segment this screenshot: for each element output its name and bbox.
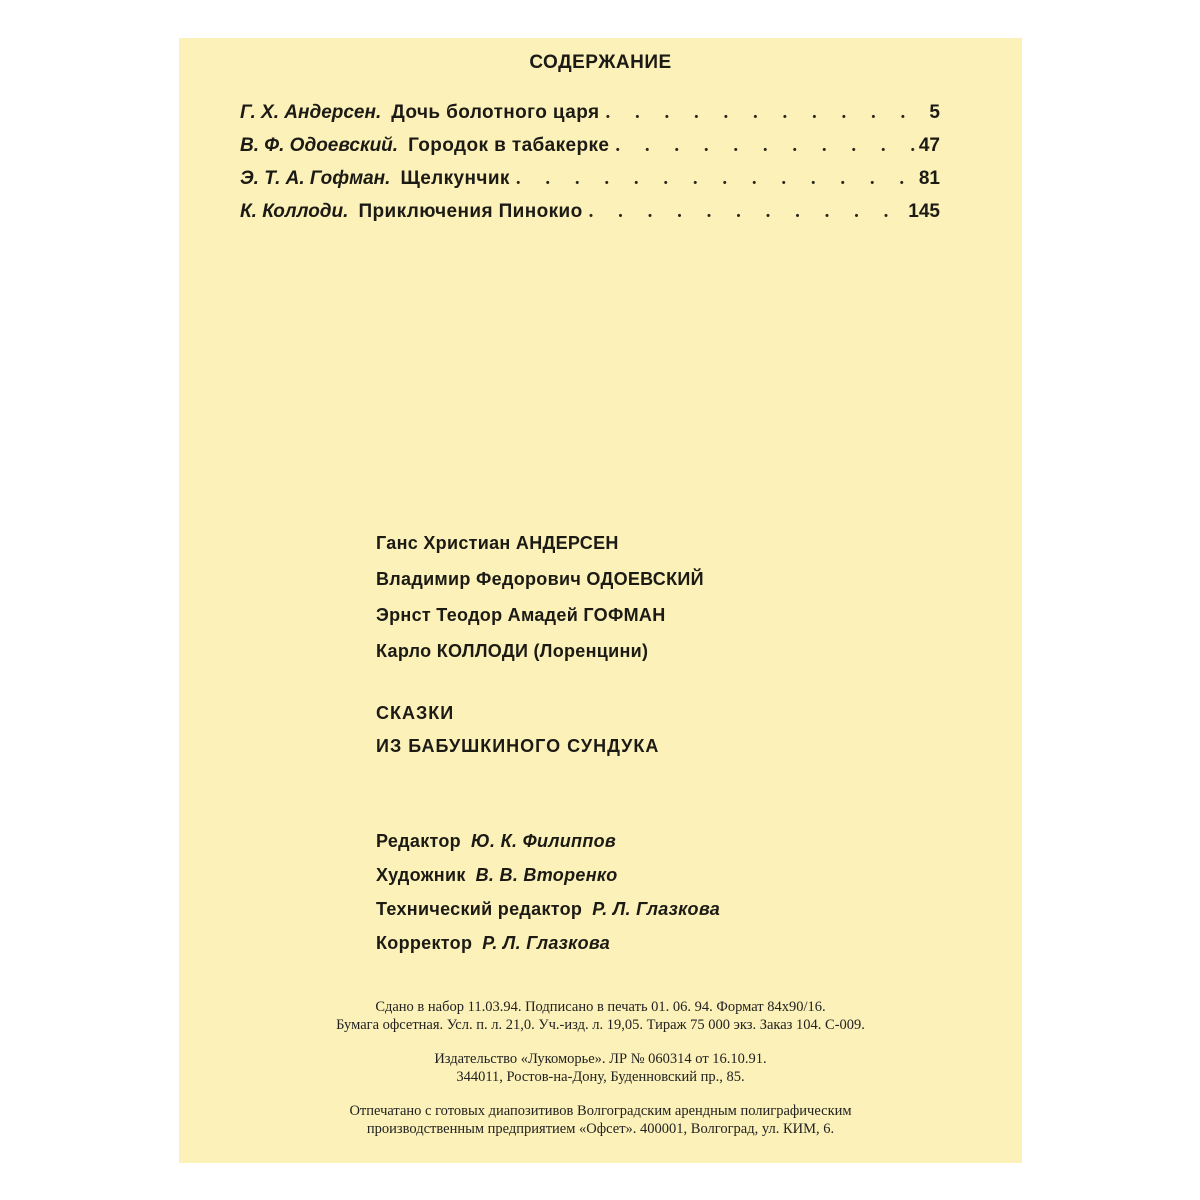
credit-role: Технический редактор: [376, 899, 583, 919]
toc-page-number: 81: [918, 168, 940, 189]
imprint-line: Отпечатано с готовых диапозитивов Волгоградским арендным полиграфическим: [349, 1103, 852, 1119]
credit-line: [376, 933, 720, 967]
imprint-line: Сдано в набор 11.03.94. Подписано в печать 01. 06. 94. Формат 84х90/16.: [375, 999, 826, 1015]
toc-entry: [240, 201, 940, 234]
toc-work-title: Городок в табакерке: [408, 135, 610, 156]
printer-info: [179, 1102, 1022, 1138]
credit-name: В. В. Вторенко: [475, 865, 618, 885]
table-of-contents: [240, 102, 940, 234]
toc-work-title: Дочь болотного царя: [391, 102, 600, 123]
toc-author: Э. Т. А. Гофман.: [240, 168, 391, 189]
print-data: [179, 998, 1022, 1034]
author-list: [376, 533, 704, 677]
toc-author: Г. Х. Андерсен.: [240, 102, 382, 123]
toc-entry: [240, 102, 940, 135]
book-title-line: СКАЗКИ: [376, 703, 455, 723]
book-title-line: ИЗ БАБУШКИНОГО СУНДУКА: [376, 736, 660, 756]
toc-author: К. Коллоди.: [240, 201, 349, 222]
credit-line: [376, 831, 720, 865]
toc-leader-dots: [615, 135, 916, 157]
credit-name: Р. Л. Глазкова: [482, 933, 611, 953]
credit-role: Редактор: [376, 831, 461, 851]
toc-leader-dots: [605, 102, 927, 124]
publisher-info: [179, 1050, 1022, 1086]
author-name: Ганс Христиан АНДЕРСЕН: [376, 533, 619, 553]
toc-work-title: Щелкунчик: [400, 168, 510, 189]
toc-page-number: 5: [929, 102, 940, 123]
credits-list: [376, 831, 720, 967]
toc-leader-dots: [589, 201, 907, 223]
author-name: Владимир Федорович ОДОЕВСКИЙ: [376, 569, 704, 589]
toc-page-number: 145: [908, 201, 940, 222]
imprint-line: производственным предприятием «Офсет». 400001, Волгоград, ул. КИМ, 6.: [366, 1121, 835, 1137]
credit-line: [376, 865, 720, 899]
author-name: Эрнст Теодор Амадей ГОФМАН: [376, 605, 666, 625]
credit-role: Корректор: [376, 933, 473, 953]
credit-name: Р. Л. Глазкова: [592, 899, 721, 919]
toc-author: В. Ф. Одоевский.: [240, 135, 399, 156]
imprint-line: 344011, Ростов-на-Дону, Буденновский пр., 85.: [456, 1069, 745, 1085]
toc-page-number: 47: [918, 135, 940, 156]
author-name: Карло КОЛЛОДИ (Лоренцини): [376, 641, 649, 661]
imprint-line: Бумага офсетная. Усл. п. л. 21,0. Уч.-изд. л. 19,05. Тираж 75 000 экз. Заказ 104. С-009.: [336, 1017, 865, 1033]
credit-role: Художник: [376, 865, 466, 885]
imprint-line: Издательство «Лукоморье». ЛР № 060314 от 16.10.91.: [434, 1051, 767, 1067]
contents-heading: СОДЕРЖАНИЕ: [529, 52, 672, 73]
toc-entry: [240, 135, 940, 168]
toc-work-title: Приключения Пинокио: [358, 201, 583, 222]
credit-line: [376, 899, 720, 933]
toc-entry: [240, 168, 940, 201]
credit-name: Ю. К. Филиппов: [470, 831, 617, 851]
toc-leader-dots: [516, 168, 917, 190]
book-title: [376, 703, 659, 769]
book-page: [179, 38, 1022, 1163]
